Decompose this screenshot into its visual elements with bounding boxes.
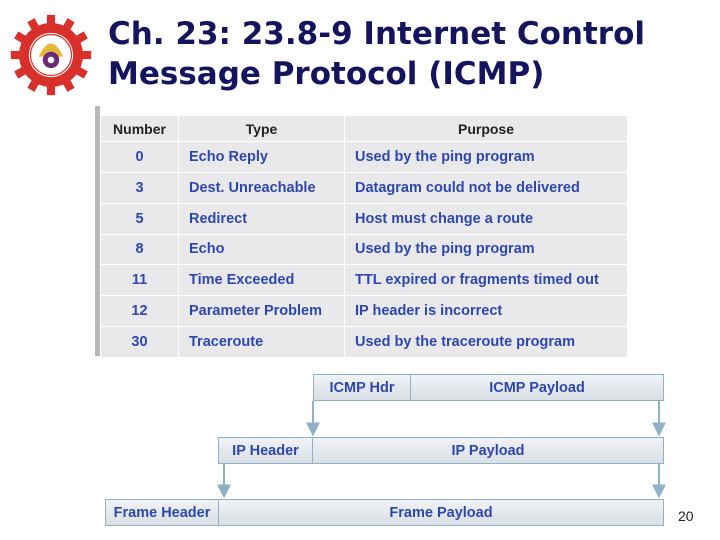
page-number: 20 <box>678 508 694 524</box>
icmp-payload-segment: ICMP Payload <box>410 375 663 400</box>
cell-number: 3 <box>101 172 179 203</box>
cell-type: Dest. Unreachable <box>179 172 345 203</box>
ip-header-segment: IP Header <box>232 442 299 459</box>
frame-payload-segment: Frame Payload <box>218 500 663 525</box>
cell-purpose: Datagram could not be delivered <box>345 172 628 203</box>
cell-type: Parameter Problem <box>179 296 345 327</box>
cell-number: 30 <box>101 327 179 358</box>
cell-purpose: Host must change a route <box>345 203 628 234</box>
header-number: Number <box>101 116 179 142</box>
cell-purpose: Used by the ping program <box>345 142 628 173</box>
frame-header-segment: Frame Header <box>113 504 211 521</box>
icmp-message-bar <box>313 374 664 401</box>
ip-datagram-bar <box>218 437 664 464</box>
cell-number: 11 <box>101 265 179 296</box>
cell-purpose: Used by the traceroute program <box>345 327 628 358</box>
cell-number: 8 <box>101 234 179 265</box>
slide-title-line-2: Message Protocol (ICMP) <box>108 56 545 92</box>
slide-title-line-1: Ch. 23: 23.8-9 Internet Control <box>108 16 646 52</box>
cell-purpose: Used by the ping program <box>345 234 628 265</box>
cell-type: Redirect <box>179 203 345 234</box>
cell-purpose: IP header is incorrect <box>345 296 628 327</box>
header-purpose: Purpose <box>345 116 628 142</box>
cell-type: Time Exceeded <box>179 265 345 296</box>
cell-number: 12 <box>101 296 179 327</box>
cell-number: 0 <box>101 142 179 173</box>
icmp-header-segment: ICMP Hdr <box>329 379 395 396</box>
cell-type: Traceroute <box>179 327 345 358</box>
ip-payload-segment: IP Payload <box>312 438 663 463</box>
cell-purpose: TTL expired or fragments timed out <box>345 265 628 296</box>
cell-type: Echo Reply <box>179 142 345 173</box>
cell-number: 5 <box>101 203 179 234</box>
frame-bar <box>105 499 664 526</box>
cell-type: Echo <box>179 234 345 265</box>
header-type: Type <box>179 116 345 142</box>
